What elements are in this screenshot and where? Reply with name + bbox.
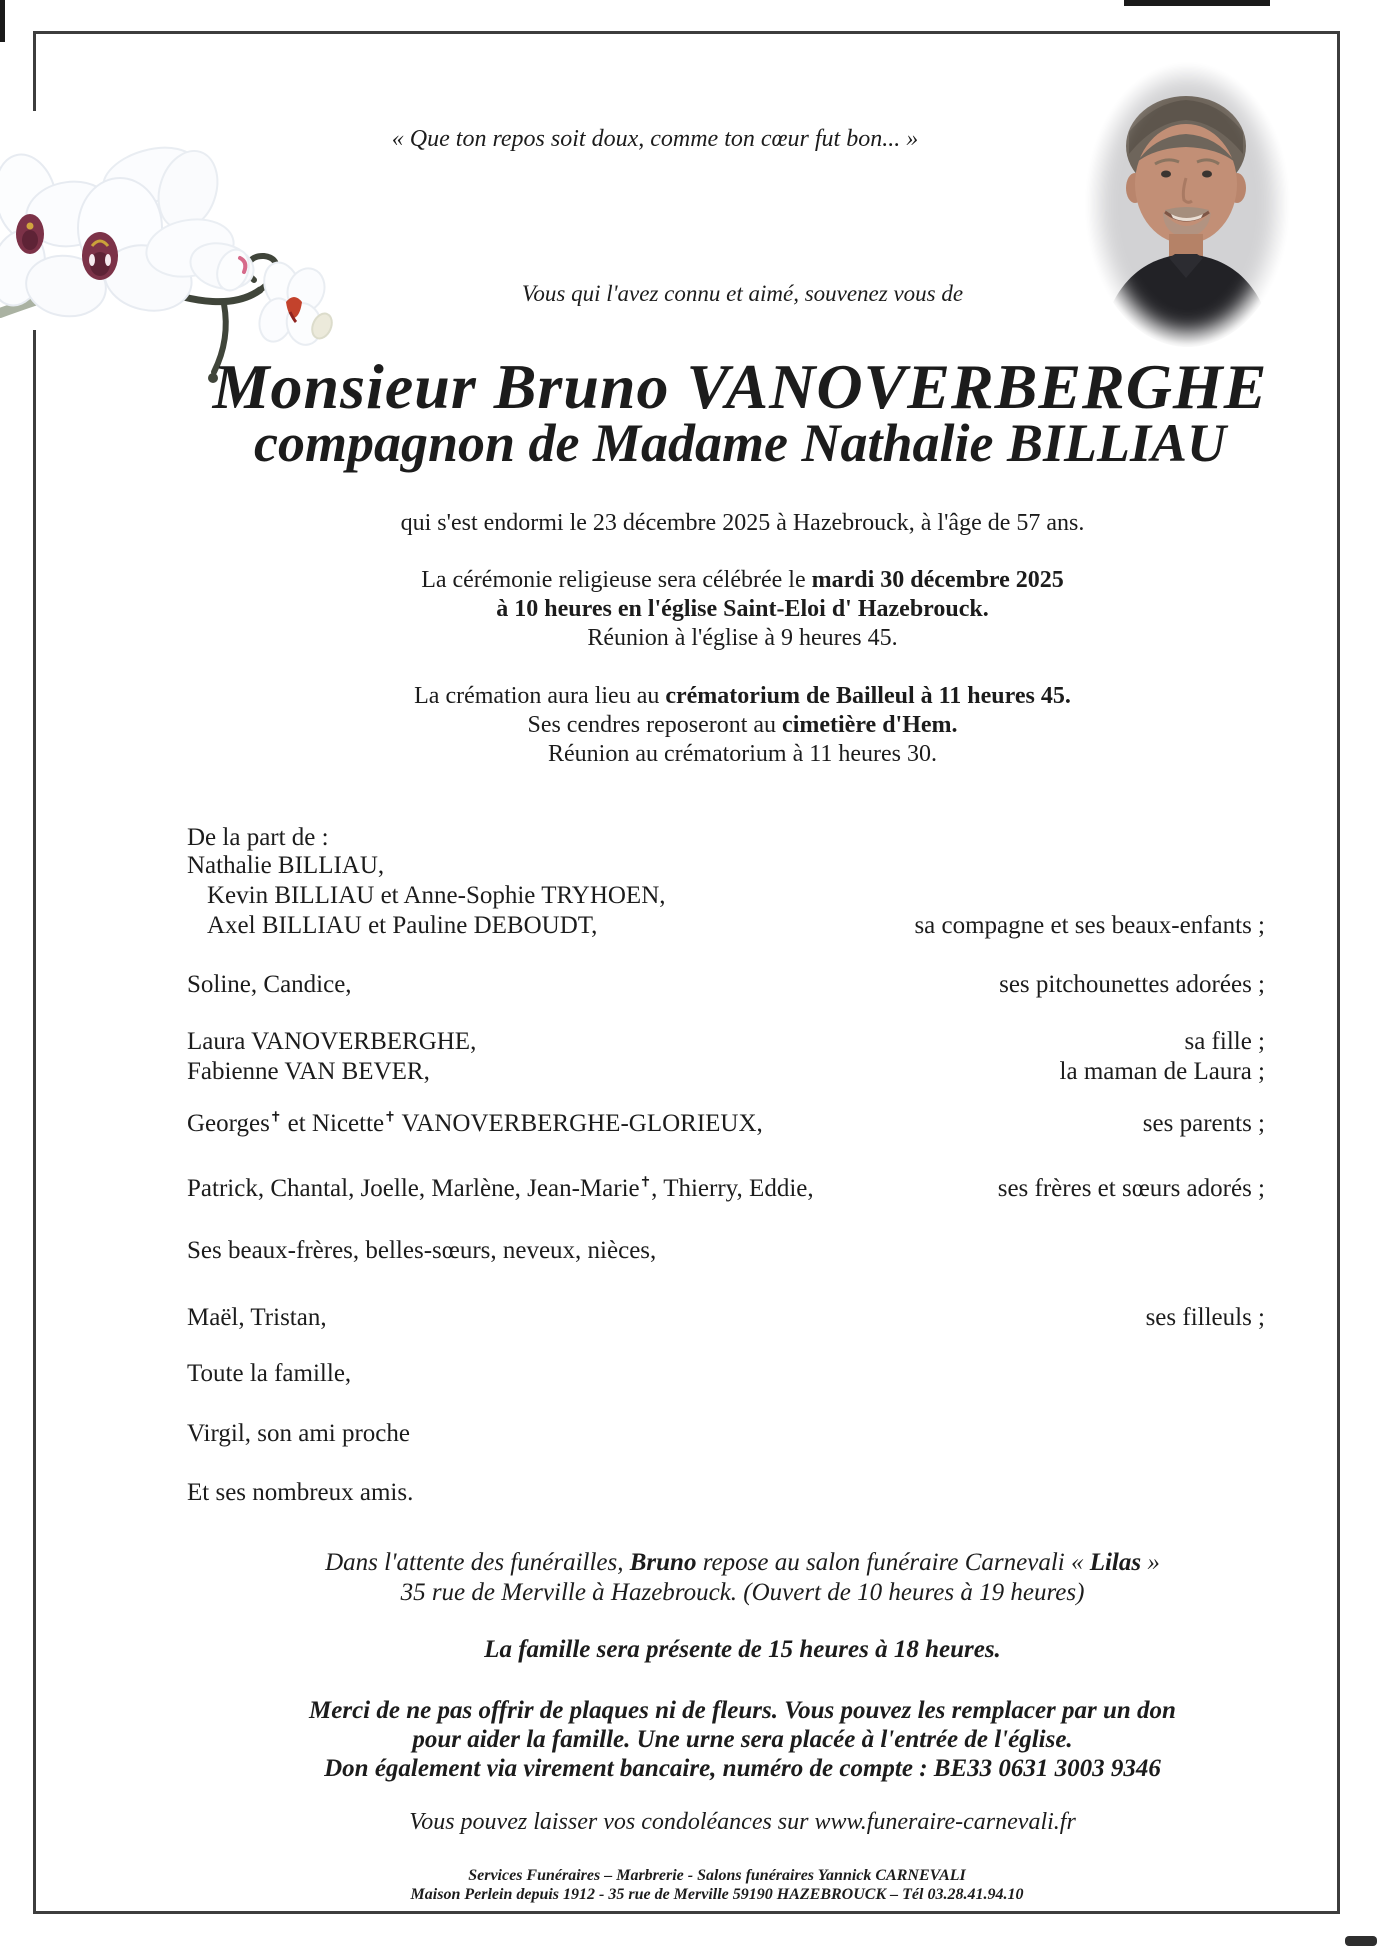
frame-left-line [33, 330, 36, 1914]
ceremony-line-1-text: La cérémonie religieuse sera célébrée le [421, 567, 812, 593]
family-member: Fabienne VAN BEVER, [187, 1058, 430, 1085]
intro-line: Vous qui l'avez connu et aimé, souvenez vous de [521, 281, 964, 306]
frame-top-line [33, 31, 1340, 34]
vigil-line-2: 35 rue de Merville à Hazebrouck. (Ouvert de 10 heures à 19 heures) [400, 1579, 1085, 1606]
ceremony-date: mardi 30 décembre 2025 [811, 567, 1064, 593]
vigil-text: repose au salon funéraire Carnevali « [696, 1549, 1090, 1576]
family-relation: ses pitchounettes adorées ; [999, 971, 1265, 998]
deceased-relation-title: compagnon de Madame Nathalie BILLIAU [253, 413, 1227, 473]
family-member: Axel BILLIAU et Pauline DEBOUDT, [207, 912, 598, 939]
vigil-salon-name: Lilas [1089, 1549, 1142, 1576]
cremation-line-2-text: Ses cendres reposeront au [527, 712, 783, 738]
family-relation: ses parents ; [1142, 1110, 1265, 1137]
family-member: Laura VANOVERBERGHE, [187, 1028, 477, 1055]
parent-surname: VANOVERBERGHE-GLORIEUX, [395, 1110, 763, 1137]
family-relation: ses frères et sœurs adorés ; [997, 1175, 1265, 1202]
scan-artifact-top-bar [1124, 0, 1270, 6]
ceremony-line-3: Réunion à l'église à 9 heures 45. [587, 625, 898, 651]
footer-line-1: Services Funéraires – Marbrerie - Salons funéraires Yannick CARNEVALI [468, 1867, 966, 1884]
vigil-text: Dans l'attente des funérailles, [325, 1549, 630, 1576]
vigil-line-1 [150, 1548, 1335, 1578]
memorial-quote: « Que ton repos soit doux, comme ton cœur fut bon... » [391, 126, 919, 152]
footer-line-2: Maison Perlein depuis 1912 - 35 rue de Merville 59190 HAZEBROUCK – Tél 03.28.41.94.10 [410, 1886, 1024, 1903]
deceased-cross-icon: ✝ [384, 1109, 396, 1125]
frame-left-stub [33, 31, 36, 111]
cremation-place-time: crématorium de Bailleul à 11 heures 45. [665, 683, 1071, 709]
family-member [187, 1175, 814, 1203]
family-member: Toute la famille, [187, 1360, 352, 1387]
vigil-text: » [1141, 1549, 1160, 1576]
family-member: Virgil, son ami proche [187, 1420, 410, 1447]
scan-artifact-left-edge [0, 0, 5, 42]
frame-bottom-line [33, 1911, 1340, 1914]
death-notice: qui s'est endormi le 23 décembre 2025 à Hazebrouck, à l'âge de 57 ans. [400, 510, 1085, 536]
cremation-line-2 [150, 711, 1335, 740]
condolences-line: Vous pouvez laisser vos condoléances sur www.funeraire-carnevali.fr [409, 1809, 1076, 1835]
donation-line-1: Merci de ne pas offrir de plaques ni de fleurs. Vous pouvez les remplacer par un don [309, 1697, 1176, 1724]
family-relation: sa compagne et ses beaux-enfants ; [914, 912, 1265, 939]
family-member: Nathalie BILLIAU, [187, 852, 385, 879]
deceased-cross-icon: ✝ [639, 1174, 652, 1190]
family-presence-line: La famille sera présente de 15 heures à 18 heures. [484, 1636, 1001, 1663]
cemetery-name: cimetière d'Hem. [782, 712, 958, 738]
donation-line-3: Don également via virement bancaire, numéro de compte : BE33 0631 3003 9346 [324, 1755, 1161, 1782]
family-member: Soline, Candice, [187, 971, 352, 998]
ceremony-line-1 [150, 566, 1335, 595]
scan-artifact-bottom-right [1345, 1936, 1377, 1946]
parent-name: Georges [187, 1110, 270, 1137]
parent-name: et Nicette [281, 1110, 385, 1137]
orchid-center-b [82, 232, 118, 280]
ceremony-details [150, 566, 1335, 653]
deceased-cross-icon: ✝ [269, 1109, 282, 1125]
donation-line-2: pour aider la famille. Une urne sera placée à l'entrée de l'église. [412, 1726, 1073, 1753]
sibling-names: , Thierry, Eddie, [651, 1175, 814, 1202]
family-member: Maël, Tristan, [187, 1304, 327, 1331]
orchid-center-a [16, 214, 44, 254]
ceremony-line-2: à 10 heures en l'église Saint-Eloi d' Hazebrouck. [496, 596, 989, 622]
vigil-details [150, 1548, 1335, 1608]
cremation-line-3: Réunion au crématorium à 11 heures 30. [548, 741, 937, 767]
family-header: De la part de : [187, 824, 329, 851]
family-member: Kevin BILLIAU et Anne-Sophie TRYHOEN, [207, 882, 666, 909]
family-relation: sa fille ; [1184, 1028, 1265, 1055]
deceased-name-title: Monsieur Bruno VANOVERBERGHE [212, 351, 1268, 422]
sibling-names: Patrick, Chantal, Joelle, Marlène, Jean-Marie [187, 1175, 640, 1202]
family-member: Ses beaux-frères, belles-sœurs, neveux, nièces, [187, 1237, 657, 1264]
cremation-line-1 [150, 682, 1335, 711]
family-member [187, 1110, 763, 1138]
family-relation: la maman de Laura ; [1059, 1058, 1265, 1085]
vigil-first-name: Bruno [629, 1549, 697, 1576]
cremation-details [150, 682, 1335, 769]
funeral-home-footer [150, 1866, 1284, 1904]
family-member: Et ses nombreux amis. [187, 1479, 414, 1506]
family-relation: ses filleuls ; [1145, 1304, 1265, 1331]
frame-right-line [1337, 31, 1340, 1914]
donation-notice [150, 1696, 1335, 1783]
cremation-line-1-text: La crémation aura lieu au [414, 683, 666, 709]
